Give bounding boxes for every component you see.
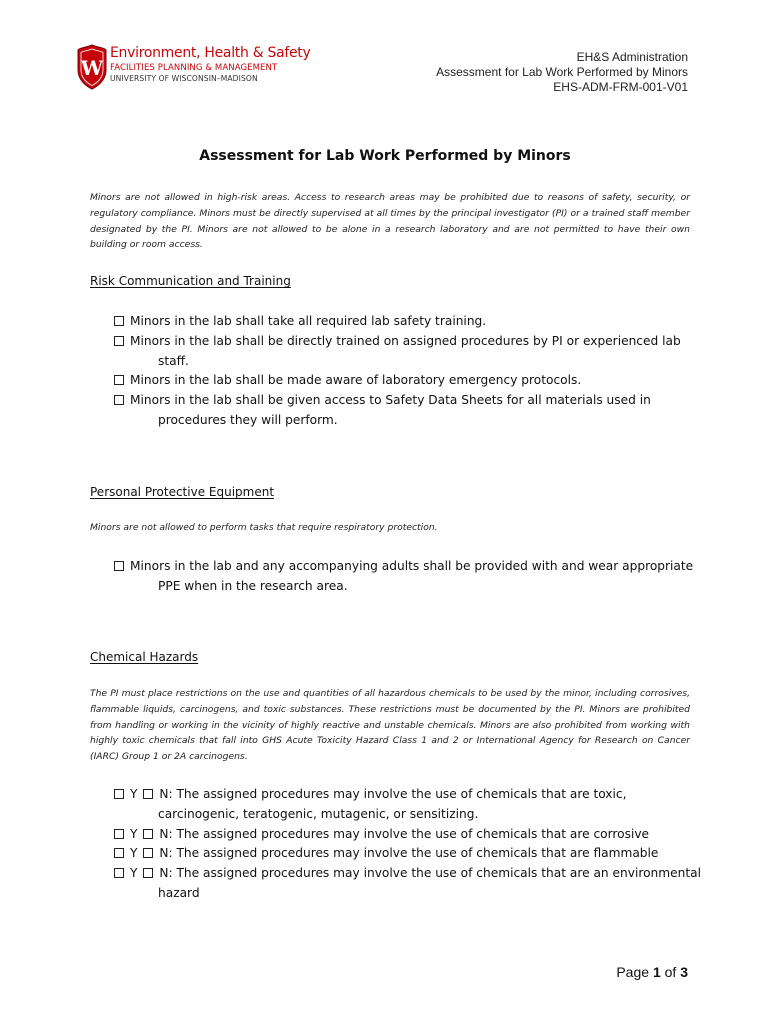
section-heading-ppe: Personal Protective Equipment	[90, 485, 275, 499]
form-header-info	[436, 50, 688, 95]
checkbox-yes[interactable]	[114, 789, 124, 799]
checkbox[interactable]	[114, 561, 124, 571]
chemical-note: The PI must place restrictions on the use and quantities of all hazardous chemicals to be used by the minor, including corrosives, flammable liquids, carcinogens, and toxic substances. These restrictions must be documented by the PI. Minors are prohibited from handling or working in the vicinity of highly reactive and unstable chemicals. Minors are also prohibited from working with highly toxic chemicals that fall into GHS Acute Toxicity Hazard Class 1 and 2 or International Agency for Research on Cancer (IARC) Group 1 or 2A carcinogens.	[90, 688, 690, 763]
section-heading-chemical: Chemical Hazards	[90, 650, 199, 664]
checklist-item: Minors in the lab shall be given access to Safety Data Sheets for all materials used in procedures they will perform.	[114, 391, 704, 431]
svg-text:W: W	[80, 56, 104, 80]
checkbox-no[interactable]	[143, 789, 153, 799]
yes-no-item: Y N: The assigned procedures may involve the use of chemicals that are flammable	[114, 844, 704, 864]
logo-line-org: Environment, Health & Safety	[110, 45, 311, 61]
uw-crest-icon	[76, 44, 108, 90]
checkbox[interactable]	[114, 375, 124, 385]
risk-checklist	[114, 312, 704, 431]
header-form-title: Assessment for Lab Work Performed by Minors	[436, 65, 688, 79]
page-title: Assessment for Lab Work Performed by Minors	[199, 148, 571, 164]
checkbox[interactable]	[114, 316, 124, 326]
checkbox[interactable]	[114, 395, 124, 405]
logo-line-division: FACILITIES PLANNING & MANAGEMENT	[110, 63, 278, 73]
checklist-item: Minors in the lab shall be directly trained on assigned procedures by PI or experienced lab staff.	[114, 332, 704, 372]
yes-no-item: Y N: The assigned procedures may involve the use of chemicals that are toxic, carcinogenic, teratogenic, mutagenic, or sensitizing.	[114, 785, 704, 825]
page-number: Page 1 of 3	[616, 964, 688, 980]
checkbox-yes[interactable]	[114, 829, 124, 839]
checkbox-yes[interactable]	[114, 868, 124, 878]
yes-no-item: Y N: The assigned procedures may involve the use of chemicals that are corrosive	[114, 825, 704, 845]
checkbox-no[interactable]	[143, 848, 153, 858]
header-department: EH&S Administration	[576, 50, 688, 64]
yes-no-item: Y N: The assigned procedures may involve the use of chemicals that are an environmental hazard	[114, 864, 704, 904]
checkbox-no[interactable]	[143, 868, 153, 878]
checkbox-yes[interactable]	[114, 848, 124, 858]
checkbox[interactable]	[114, 336, 124, 346]
ppe-note: Minors are not allowed to perform tasks that require respiratory protection.	[90, 522, 438, 533]
header-form-id: EHS-ADM-FRM-001-V01	[553, 80, 688, 94]
checkbox-no[interactable]	[143, 829, 153, 839]
ehs-logo	[76, 44, 311, 94]
intro-paragraph: Minors are not allowed in high-risk areas. Access to research areas may be prohibited due to reasons of safety, security, or regulatory compliance. Minors must be directly supervised at all times by the principal investigator (PI) or a trained staff member designated by the PI. Minors are not allowed to be alone in a research laboratory and are not permitted to have their own building or room access.	[90, 192, 690, 251]
chemical-checklist	[114, 785, 704, 904]
ppe-checklist	[114, 557, 704, 597]
logo-line-university: UNIVERSITY OF WISCONSIN–MADISON	[110, 74, 258, 83]
section-heading-risk: Risk Communication and Training	[90, 274, 291, 288]
checklist-item: Minors in the lab shall be made aware of laboratory emergency protocols.	[114, 371, 704, 391]
checklist-item: Minors in the lab and any accompanying adults shall be provided with and wear appropriate PPE when in the research area.	[114, 557, 704, 597]
checklist-item: Minors in the lab shall take all required lab safety training.	[114, 312, 704, 332]
